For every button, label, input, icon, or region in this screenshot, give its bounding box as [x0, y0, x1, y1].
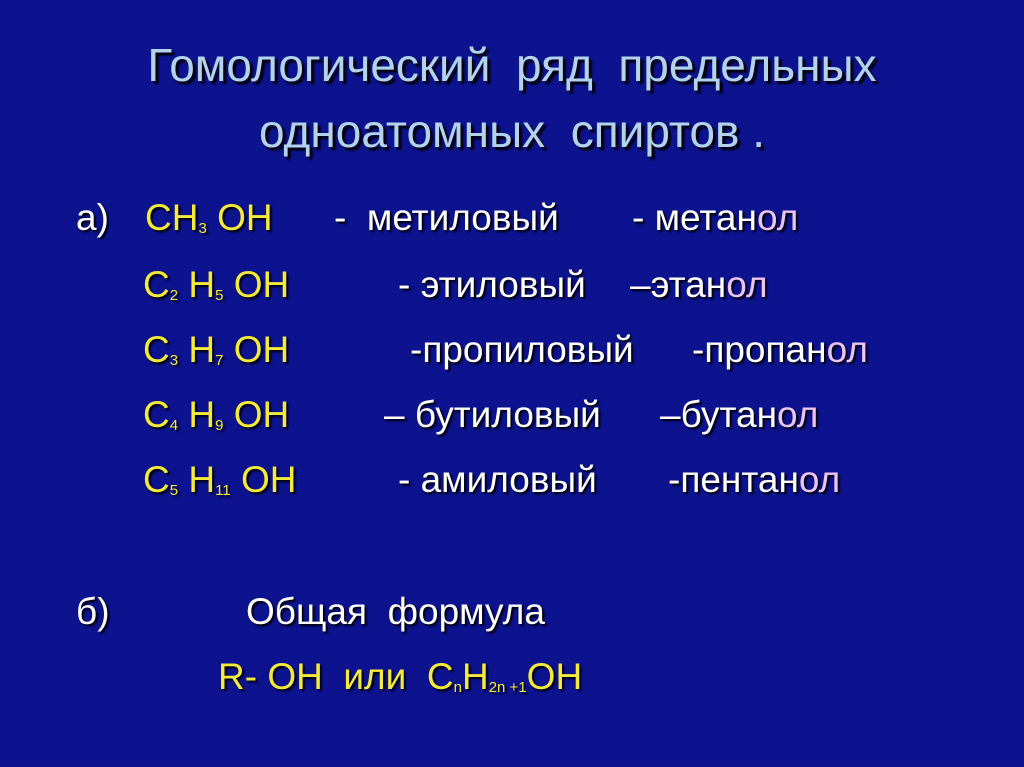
general-formula-r-oh: R- OH [218, 656, 323, 697]
suffix-ol: ол [777, 394, 819, 435]
formula-propanol: $C_3$ $H_7$ OH [143, 329, 290, 370]
general-formula-heading: Общая формула [246, 591, 545, 632]
slide-title [0, 32, 1024, 164]
title-line-1: Гомологический ряд предельных [147, 39, 877, 91]
systematic-name-ethanol: –этанол [630, 264, 768, 305]
systematic-name-methanol: - метанол [632, 197, 799, 238]
trivial-name-methanol: - метиловый [334, 197, 559, 238]
systematic-name-butanol: –бутанол [660, 394, 819, 435]
suffix-ol: ол [756, 197, 799, 238]
section-a-marker: а) [76, 197, 109, 238]
systematic-name-propanol: -пропанол [692, 329, 868, 370]
trivial-name-ethanol: - этиловый [398, 264, 586, 305]
formula-ethanol: $C_2$ $H_5$ OH [143, 264, 290, 305]
suffix-ol: ол [726, 264, 768, 305]
formula-pentanol: $C_5$ $H_{11}$ OH [143, 459, 297, 500]
general-formula: R- OH или $C_nH_{2n +1}OH$ [218, 656, 583, 697]
formula-butanol: $C_4$ $H_9$ OH [143, 394, 290, 435]
row-methanol [76, 196, 109, 240]
suffix-ol: ол [798, 459, 841, 500]
trivial-name-pentanol: - амиловый [398, 459, 597, 500]
formula-methanol: $CH_3$ OH [145, 197, 273, 238]
trivial-name-propanol: -пропиловый [410, 329, 634, 370]
trivial-name-butanol: – бутиловый [384, 394, 601, 435]
suffix-ol: ол [826, 329, 868, 370]
general-formula-or: или [343, 656, 407, 697]
title-line-2: одноатомных спиртов . [258, 105, 766, 157]
systematic-name-pentanol: -пентанол [668, 459, 841, 500]
section-b-marker: б) [76, 591, 110, 632]
